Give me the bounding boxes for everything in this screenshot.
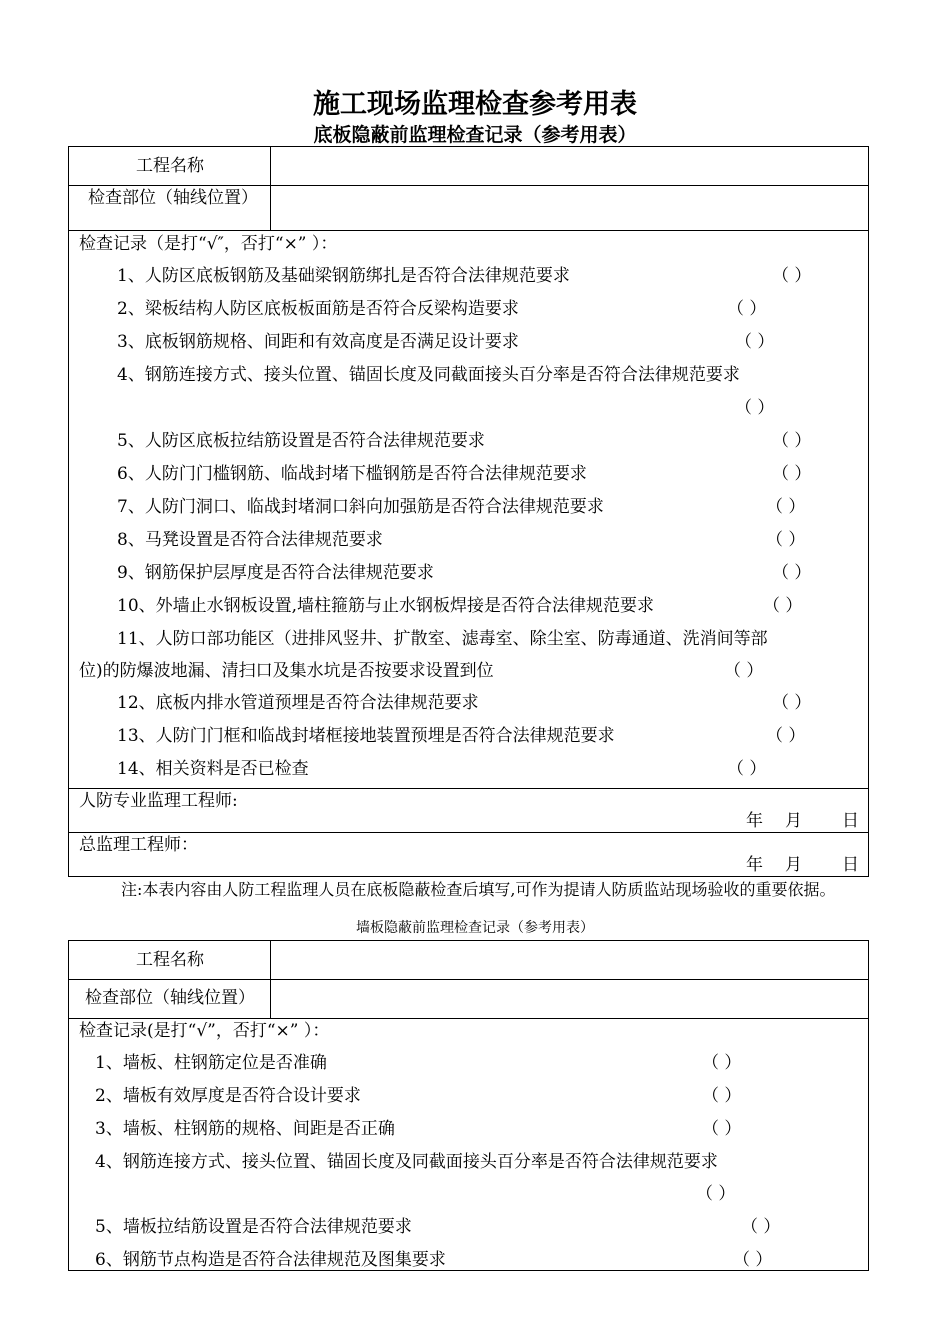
form2-check-box[interactable]: （ ） (702, 1086, 742, 1106)
form2-check-box[interactable]: （ ） (733, 1250, 773, 1270)
form1-check-box[interactable]: （ ） (735, 398, 775, 418)
civil-engineer-signature-field[interactable] (320, 790, 740, 830)
form1-record-label: 检查记录（是打“√″，否打“×” ）： (79, 234, 338, 254)
form1-item-continued: 位)的防爆波地漏、清扫口及集水坑是否按要求设置到位 (79, 661, 494, 681)
form2-item: 6、钢筋节点构造是否符合法律规范及图集要求 (95, 1250, 446, 1270)
form1-check-box[interactable]: （ ） (766, 726, 806, 746)
date-year: 年 (746, 811, 763, 831)
form1-item: 13、人防门门框和临战封堵框接地装置预埋是否符合法律规范要求 (117, 726, 615, 746)
form1-check-box[interactable]: （ ） (766, 497, 806, 517)
form2-item: 2、墙板有效厚度是否符合设计要求 (95, 1086, 361, 1106)
form1-check-box[interactable]: （ ） (727, 299, 767, 319)
form2-project-name-field[interactable] (272, 942, 867, 978)
form2-record-label: 检查记录(是打“√”，否打“×” ）： (79, 1021, 330, 1041)
form1-project-name-field[interactable] (272, 148, 867, 184)
form1-item: 14、相关资料是否已检查 (117, 759, 309, 779)
form1-check-box[interactable]: （ ） (763, 596, 803, 616)
date-month: 月 (785, 855, 802, 875)
form2-location-field[interactable] (272, 981, 867, 1017)
form2-project-name-label: 工程名称 (136, 950, 204, 970)
form1-item: 5、人防区底板拉结筋设置是否符合法律规范要求 (117, 431, 485, 451)
form1-project-name-label: 工程名称 (136, 156, 204, 176)
form1-check-box[interactable]: （ ） (772, 563, 812, 583)
form1-item: 7、人防门洞口、临战封堵洞口斜向加强筋是否符合法律规范要求 (117, 497, 604, 517)
form1-note: 注:本表内容由人防工程监理人员在底板隐蔽检查后填写,可作为提请人防质监站现场验收的重要依据。 (121, 880, 836, 899)
form1-check-box[interactable]: （ ） (772, 431, 812, 451)
form1-check-box[interactable]: （ ） (735, 332, 775, 352)
date-month: 月 (785, 811, 802, 831)
form2-subtitle: 墙板隐蔽前监理检查记录（参考用表） (356, 920, 594, 936)
form1-item: 8、马凳设置是否符合法律规范要求 (117, 530, 383, 550)
chief-engineer-label: 总监理工程师： (79, 835, 198, 855)
form1-item: 4、钢筋连接方式、接头位置、锚固长度及同截面接头百分率是否符合法律规范要求 (117, 365, 740, 385)
form2-item: 1、墙板、柱钢筋定位是否准确 (95, 1053, 327, 1073)
form1-check-box[interactable]: （ ） (766, 530, 806, 550)
date-day: 日 (842, 811, 859, 831)
form1-subtitle: 底板隐蔽前监理检查记录（参考用表） (313, 124, 637, 146)
form2-item: 5、墙板拉结筋设置是否符合法律规范要求 (95, 1217, 412, 1237)
page-title: 施工现场监理检查参考用表 (313, 89, 637, 120)
form2-check-box[interactable]: （ ） (702, 1053, 742, 1073)
form2-check-box[interactable]: （ ） (702, 1119, 742, 1139)
form2-check-box[interactable]: （ ） (741, 1217, 781, 1237)
civil-engineer-label: 人防专业监理工程师: (79, 791, 238, 811)
form1-item: 9、钢筋保护层厚度是否符合法律规范要求 (117, 563, 434, 583)
form1-location-field[interactable] (272, 187, 867, 229)
date-year: 年 (746, 855, 763, 875)
form1-check-box[interactable]: （ ） (727, 759, 767, 779)
form1-item: 12、底板内排水管道预埋是否符合法律规范要求 (117, 693, 479, 713)
form1-item: 2、梁板结构人防区底板板面筋是否符合反梁构造要求 (117, 299, 519, 319)
form1-check-box[interactable]: （ ） (772, 266, 812, 286)
form1-item: 11、人防口部功能区（进排风竖井、扩散室、滤毒室、除尘室、防毒通道、洗消间等部 (117, 629, 768, 649)
chief-engineer-signature-field[interactable] (320, 834, 740, 874)
form2-location-label: 检查部位（轴线位置） (85, 988, 255, 1008)
form1-item: 1、人防区底板钢筋及基础梁钢筋绑扎是否符合法律规范要求 (117, 266, 570, 286)
form1-check-box[interactable]: （ ） (724, 661, 764, 681)
form1-check-box[interactable]: （ ） (772, 464, 812, 484)
form1-item: 3、底板钢筋规格、间距和有效高度是否满足设计要求 (117, 332, 519, 352)
form1-check-box[interactable]: （ ） (772, 693, 812, 713)
form2-item: 3、墙板、柱钢筋的规格、间距是否正确 (95, 1119, 395, 1139)
form1-item: 10、外墙止水钢板设置,墙柱箍筋与止水钢板焊接是否符合法律规范要求 (117, 596, 655, 616)
date-day: 日 (842, 855, 859, 875)
form1-location-label: 检查部位（轴线位置） (88, 188, 258, 208)
form2-item: 4、钢筋连接方式、接头位置、锚固长度及同截面接头百分率是否符合法律规范要求 (95, 1152, 718, 1172)
form2-check-box[interactable]: （ ） (696, 1184, 736, 1204)
form1-item: 6、人防门门槛钢筋、临战封堵下槛钢筋是否符合法律规范要求 (117, 464, 587, 484)
